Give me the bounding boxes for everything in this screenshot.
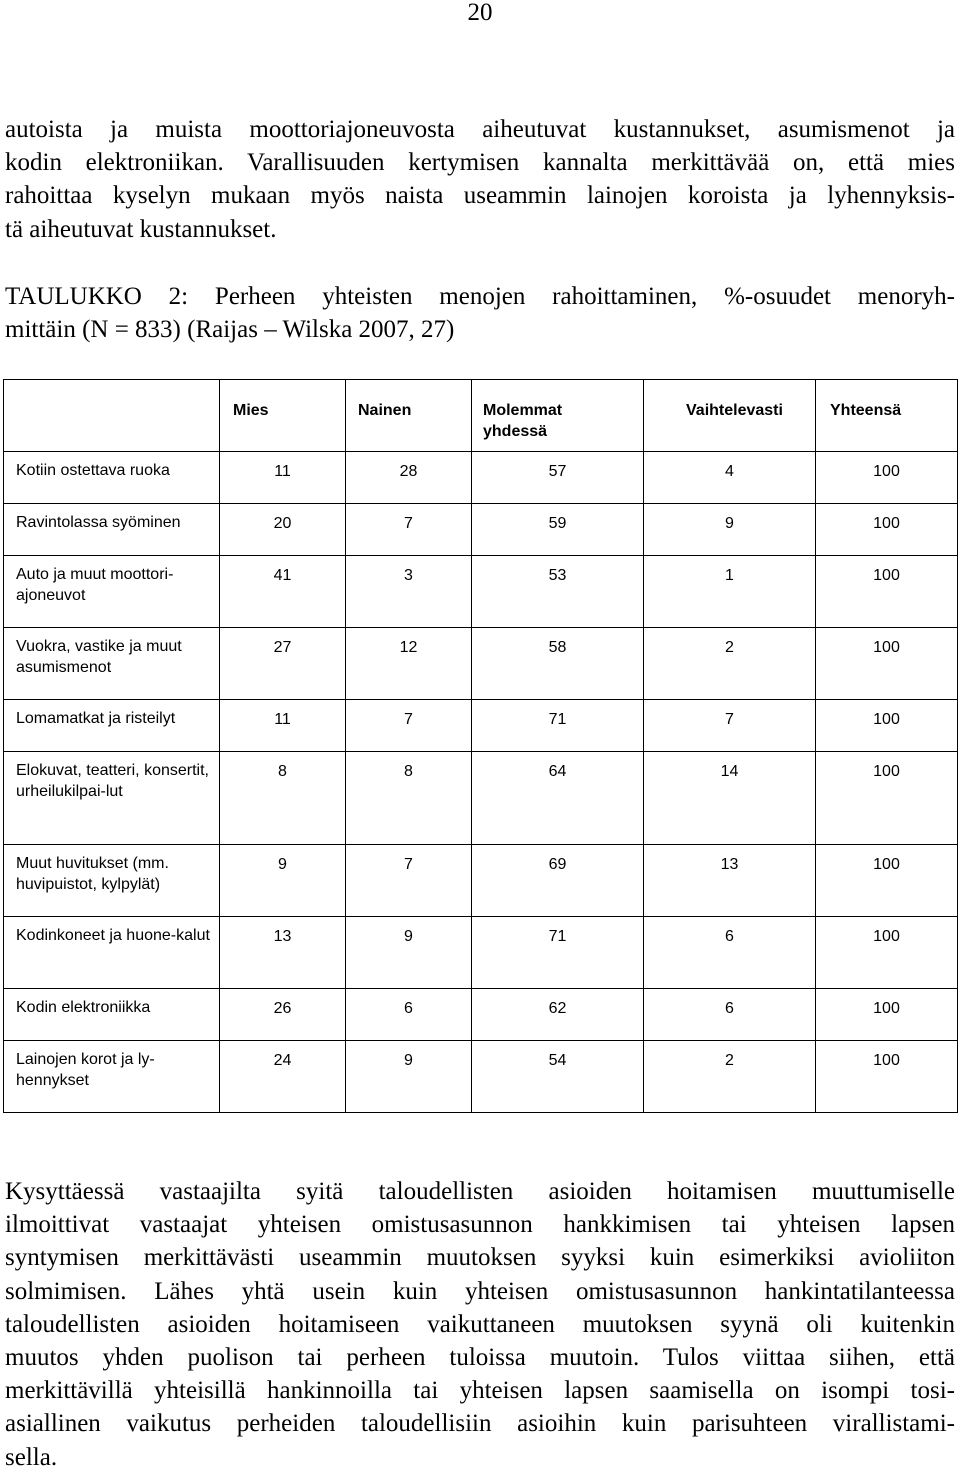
cell-nainen: 3 bbox=[346, 556, 472, 628]
row-label: Kotiin ostettava ruoka bbox=[4, 452, 220, 504]
cell-mies: 8 bbox=[220, 752, 346, 845]
expense-table bbox=[3, 379, 958, 1113]
caption-line: mittäin (N = 833) (Raijas – Wilska 2007, 27) bbox=[5, 316, 455, 344]
cell-yhteensa: 100 bbox=[816, 700, 958, 752]
header-vaihtelevasti: Vaihtelevasti bbox=[644, 380, 816, 452]
row-label: Auto ja muut moottori-ajoneuvot bbox=[4, 556, 220, 628]
table-row bbox=[4, 1041, 958, 1113]
cell-nainen: 9 bbox=[346, 1041, 472, 1113]
cell-vaihtelevasti: 7 bbox=[644, 700, 816, 752]
table-row bbox=[4, 752, 958, 845]
caption-line: TAULUKKO 2: Perheen yhteisten menojen rahoittaminen, %-osuudet menoryh- bbox=[5, 283, 955, 310]
cell-yhteensa: 100 bbox=[816, 504, 958, 556]
cell-mies: 26 bbox=[220, 989, 346, 1041]
cell-molemmat: 69 bbox=[472, 845, 644, 917]
cell-yhteensa: 100 bbox=[816, 628, 958, 700]
row-label: Kodinkoneet ja huone-kalut bbox=[4, 917, 220, 989]
outro-line: muutos yhden puolison tai perheen tuloissa muutoin. Tulos viittaa siihen, että bbox=[5, 1344, 955, 1372]
cell-molemmat: 59 bbox=[472, 504, 644, 556]
cell-vaihtelevasti: 4 bbox=[644, 452, 816, 504]
cell-mies: 24 bbox=[220, 1041, 346, 1113]
cell-nainen: 6 bbox=[346, 989, 472, 1041]
table-caption bbox=[5, 280, 955, 346]
outro-paragraph bbox=[5, 1175, 955, 1474]
cell-mies: 20 bbox=[220, 504, 346, 556]
cell-yhteensa: 100 bbox=[816, 917, 958, 989]
cell-molemmat: 71 bbox=[472, 700, 644, 752]
intro-paragraph bbox=[5, 113, 955, 246]
table-row bbox=[4, 845, 958, 917]
cell-nainen: 12 bbox=[346, 628, 472, 700]
cell-vaihtelevasti: 2 bbox=[644, 628, 816, 700]
cell-molemmat: 53 bbox=[472, 556, 644, 628]
row-label: Muut huvitukset (mm. huvipuistot, kylpylät) bbox=[4, 845, 220, 917]
cell-mies: 11 bbox=[220, 452, 346, 504]
table-row bbox=[4, 628, 958, 700]
row-label: Ravintolassa syöminen bbox=[4, 504, 220, 556]
cell-mies: 27 bbox=[220, 628, 346, 700]
intro-line: autoista ja muista moottoriajoneuvosta aiheutuvat kustannukset, asumismenot ja bbox=[5, 116, 955, 143]
table-row bbox=[4, 556, 958, 628]
cell-mies: 11 bbox=[220, 700, 346, 752]
cell-yhteensa: 100 bbox=[816, 752, 958, 845]
row-label: Vuokra, vastike ja muut asumismenot bbox=[4, 628, 220, 700]
cell-nainen: 9 bbox=[346, 917, 472, 989]
cell-yhteensa: 100 bbox=[816, 556, 958, 628]
row-label: Lomamatkat ja risteilyt bbox=[4, 700, 220, 752]
intro-line: tä aiheutuvat kustannukset. bbox=[5, 215, 277, 243]
intro-line: rahoittaa kyselyn mukaan myös naista useammin lainojen koroista ja lyhennyksis- bbox=[5, 182, 955, 210]
page-number: 20 bbox=[467, 0, 493, 26]
header-yhteensa: Yhteensä bbox=[816, 380, 958, 452]
cell-mies: 41 bbox=[220, 556, 346, 628]
outro-line: ilmoittivat vastaajat yhteisen omistusasunnon hankkimisen tai yhteisen lapsen bbox=[5, 1211, 955, 1239]
row-label: Elokuvat, teatteri, konsertit, urheilukilpai-lut bbox=[4, 752, 220, 845]
header-empty bbox=[4, 380, 220, 452]
cell-molemmat: 58 bbox=[472, 628, 644, 700]
row-label: Lainojen korot ja ly-hennykset bbox=[4, 1041, 220, 1113]
cell-vaihtelevasti: 14 bbox=[644, 752, 816, 845]
header-molemmat: Molemmat yhdessä bbox=[472, 380, 644, 452]
table-row bbox=[4, 452, 958, 504]
intro-line: kodin elektroniikan. Varallisuuden kertymisen kannalta merkittävää on, että mies bbox=[5, 149, 955, 177]
cell-mies: 9 bbox=[220, 845, 346, 917]
outro-line: taloudellisten asioiden hoitamiseen vaikuttaneen muutoksen syynä oli kuitenkin bbox=[5, 1310, 955, 1338]
cell-nainen: 28 bbox=[346, 452, 472, 504]
outro-line: merkittävillä yhteisillä hankinnoilla tai yhteisen lapsen saamisella on isompi tosi- bbox=[5, 1377, 955, 1405]
outro-line: solmimisen. Lähes yhtä usein kuin yhteisen omistusasunnon hankintatilanteessa bbox=[5, 1277, 955, 1305]
cell-molemmat: 71 bbox=[472, 917, 644, 989]
cell-nainen: 7 bbox=[346, 700, 472, 752]
cell-nainen: 8 bbox=[346, 752, 472, 845]
cell-vaihtelevasti: 6 bbox=[644, 989, 816, 1041]
cell-vaihtelevasti: 6 bbox=[644, 917, 816, 989]
cell-molemmat: 62 bbox=[472, 989, 644, 1041]
cell-vaihtelevasti: 2 bbox=[644, 1041, 816, 1113]
table-row bbox=[4, 700, 958, 752]
cell-yhteensa: 100 bbox=[816, 452, 958, 504]
outro-line: Kysyttäessä vastaajilta syitä taloudellisten asioiden hoitamisen muuttumiselle bbox=[5, 1178, 955, 1205]
row-label: Kodin elektroniikka bbox=[4, 989, 220, 1041]
cell-mies: 13 bbox=[220, 917, 346, 989]
cell-molemmat: 64 bbox=[472, 752, 644, 845]
cell-nainen: 7 bbox=[346, 845, 472, 917]
header-nainen: Nainen bbox=[346, 380, 472, 452]
cell-nainen: 7 bbox=[346, 504, 472, 556]
cell-yhteensa: 100 bbox=[816, 845, 958, 917]
cell-molemmat: 54 bbox=[472, 1041, 644, 1113]
outro-line: syntymisen merkittävästi useammin muutoksen syyksi kuin esimerkiksi avioliiton bbox=[5, 1244, 955, 1272]
cell-vaihtelevasti: 13 bbox=[644, 845, 816, 917]
table-row bbox=[4, 504, 958, 556]
table-row bbox=[4, 989, 958, 1041]
table-row bbox=[4, 917, 958, 989]
table-header-row bbox=[4, 380, 958, 452]
header-mies: Mies bbox=[220, 380, 346, 452]
outro-line: asiallinen vaikutus perheiden taloudellisiin asioihin kuin parisuhteen virallistami- bbox=[5, 1410, 955, 1438]
cell-yhteensa: 100 bbox=[816, 989, 958, 1041]
cell-vaihtelevasti: 1 bbox=[644, 556, 816, 628]
cell-vaihtelevasti: 9 bbox=[644, 504, 816, 556]
outro-line: sella. bbox=[5, 1443, 58, 1471]
cell-yhteensa: 100 bbox=[816, 1041, 958, 1113]
cell-molemmat: 57 bbox=[472, 452, 644, 504]
